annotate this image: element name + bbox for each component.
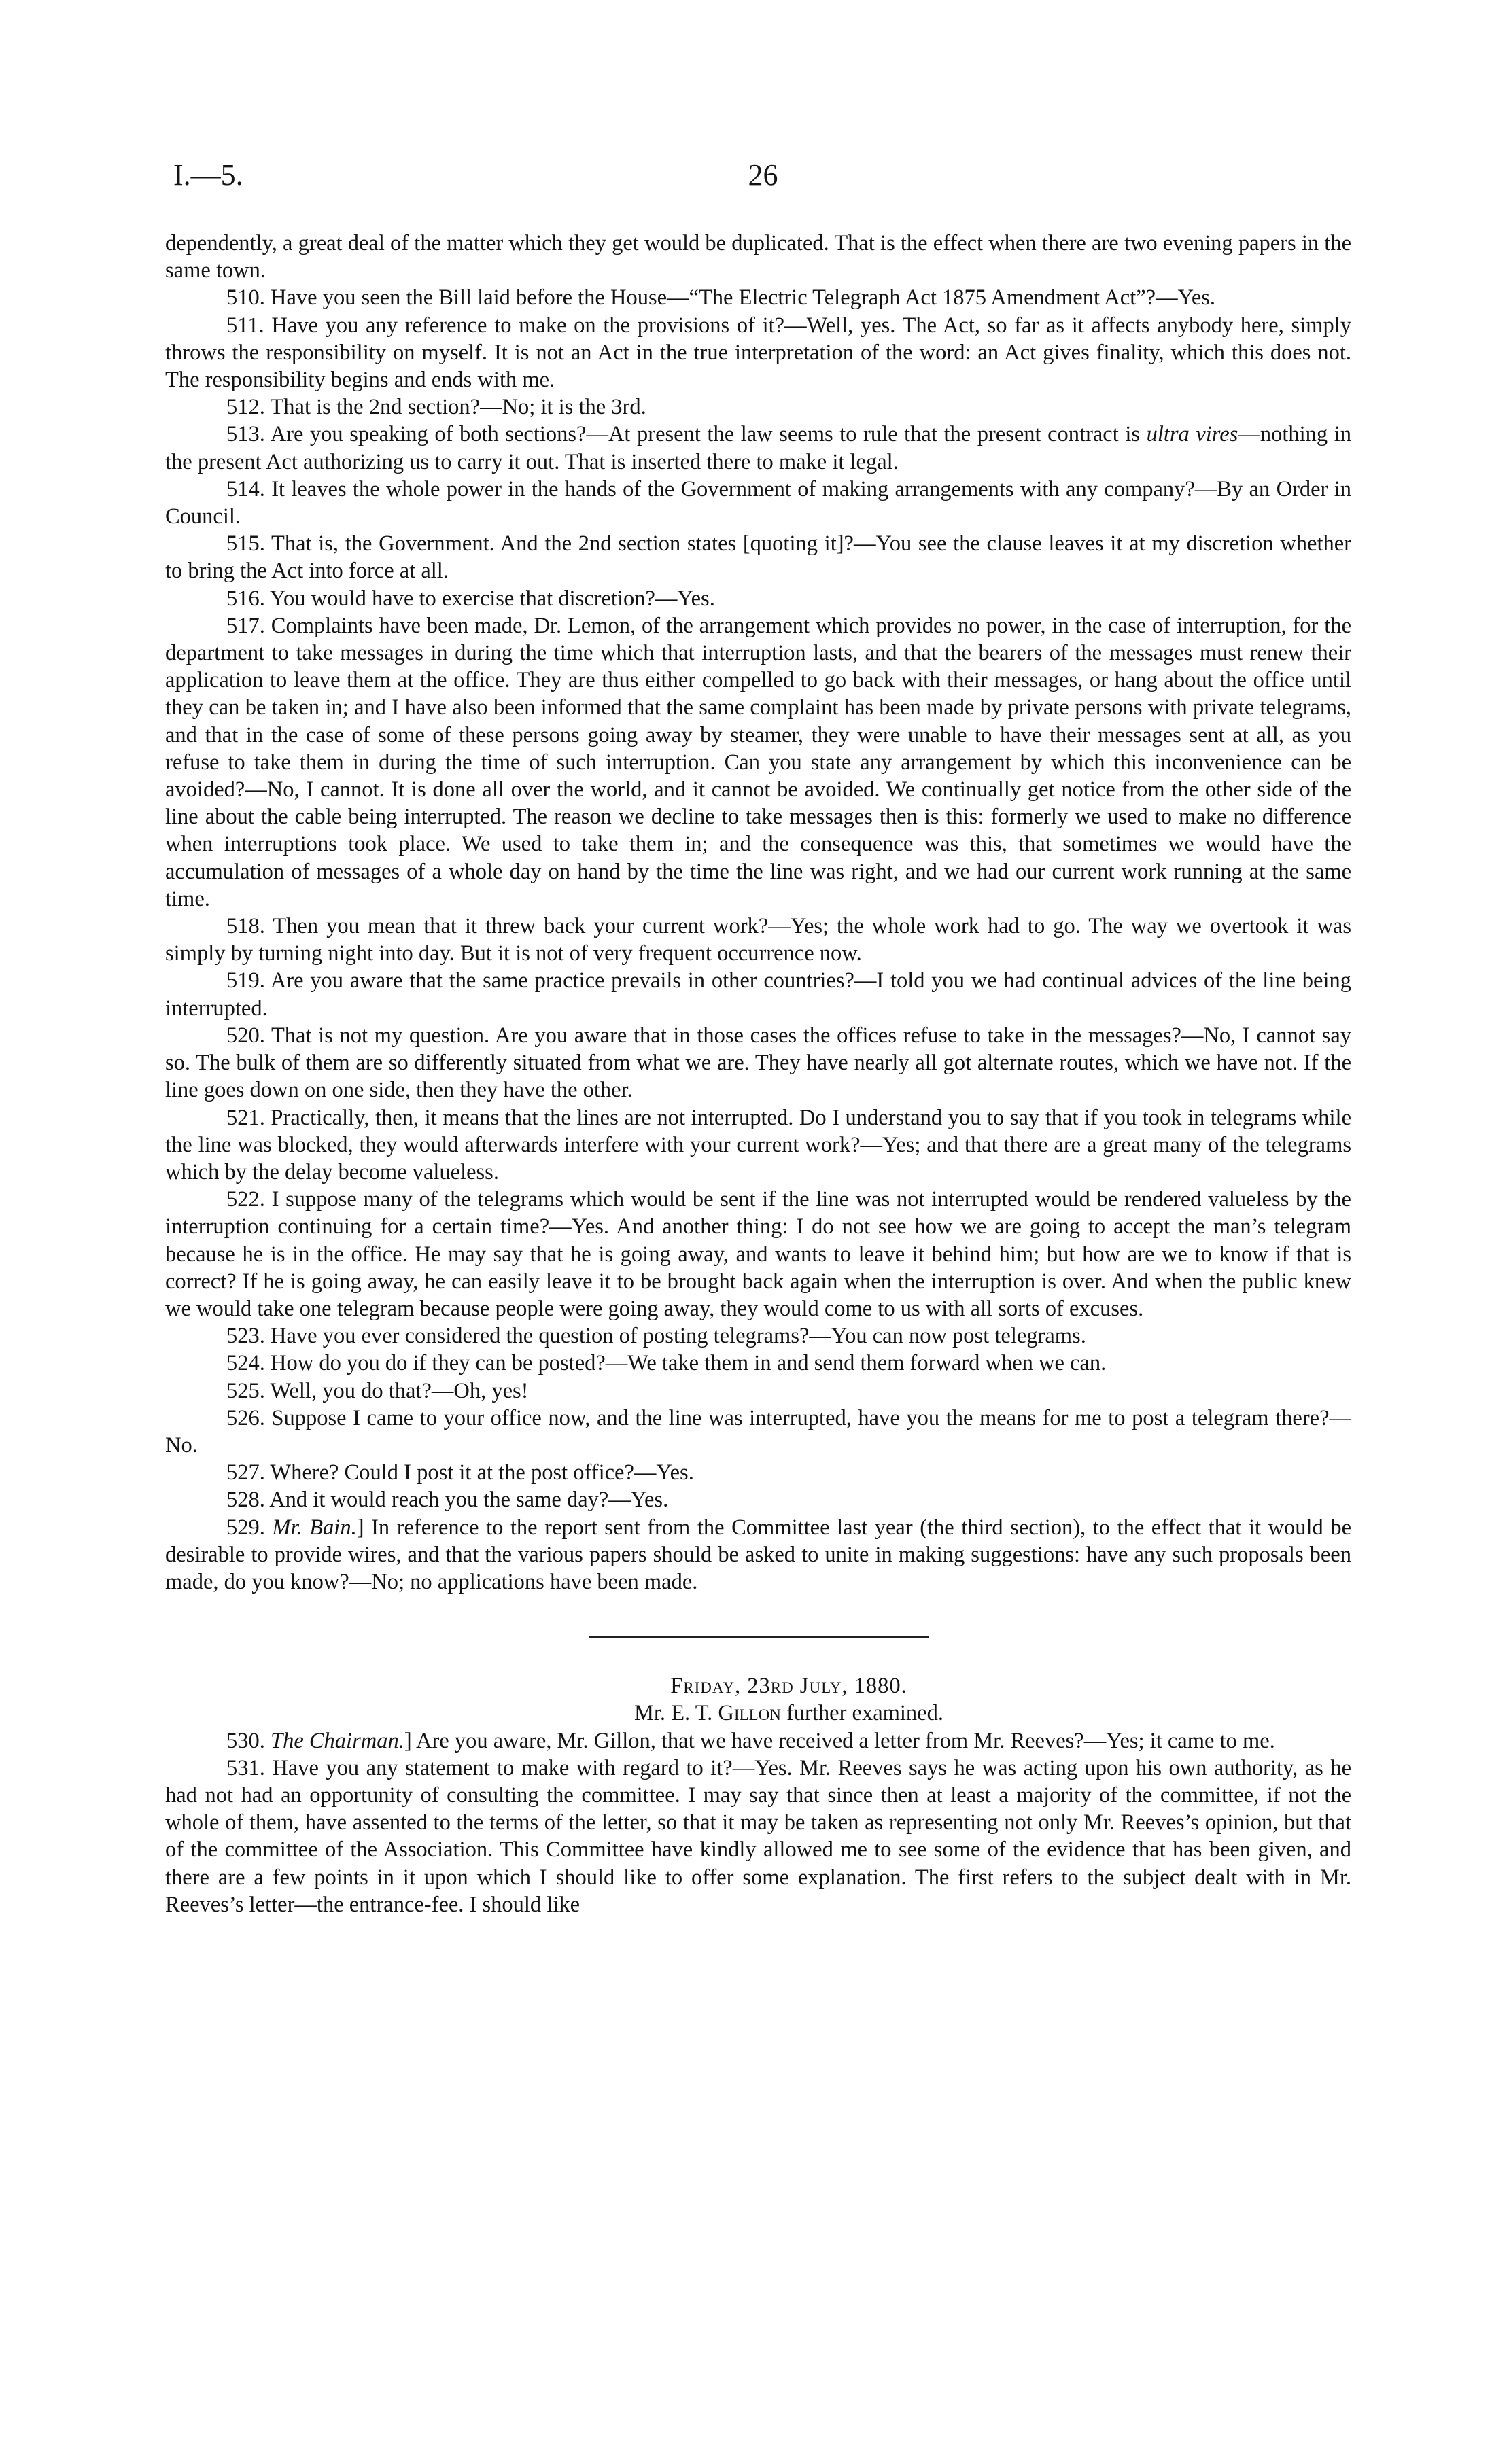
question-529-speaker: Mr. Bain.: [272, 1515, 357, 1540]
question-528: 528. And it would reach you the same day?—Yes.: [226, 1488, 669, 1513]
section-divider: [589, 1636, 929, 1638]
question-513: [165, 421, 1351, 475]
question-525: 525. Well, you do that?—Oh, yes!: [226, 1378, 529, 1403]
question-513-italic: ultra vires: [1146, 422, 1238, 447]
question-531: 531. Have you any statement to make with regard to it?—Yes. Mr. Reeves says he was acting upon his own authority, as he had not had an opportunity of consulting the committee. I may say that since then at least a majority of the committee, if not the whole of them, have assented to the terms of the letter, so that it may be taken as representing not only Mr. Reeves’s opinion, but that of the committee of the Association. This Committee have kindly allowed me to see some of the evidence that has been given, and there are a few points in it upon which I should like to offer some explanation. The first refers to the subject dealt with in Mr. Reeves’s letter—the entrance-fee. I should like: [165, 1755, 1351, 1917]
question-530-text-b: ] Are you aware, Mr. Gillon, that we have received a letter from Mr. Reeves?—Yes; it came to me.: [404, 1728, 1275, 1753]
question-521: 521. Practically, then, it means that the lines are not interrupted. Do I understand you to say that if you took in telegrams while the line was blocked, they would afterwards interfere with your current work?—Yes; and that there are a great many of the telegrams which by the delay become valueless.: [165, 1105, 1351, 1184]
question-530: [165, 1727, 1351, 1755]
question-518: 518. Then you mean that it threw back your current work?—Yes; the whole work had to go. The way we overtook it was simply by turning night into day. But it is not of very frequent occurrence now.: [165, 914, 1351, 966]
question-527: 527. Where? Could I post it at the post office?—Yes.: [226, 1460, 694, 1485]
witness-heading: [165, 1700, 1351, 1727]
question-524: 524. How do you do if they can be posted?—We take them in and send them forward when we can.: [226, 1351, 1107, 1376]
page-number: 26: [748, 158, 778, 192]
question-526: 526. Suppose I came to your office now, and the line was interrupted, have you the means for me to post a telegram there?—No.: [165, 1405, 1351, 1458]
witness-prefix: Mr.: [634, 1701, 672, 1726]
page-header: [173, 158, 1353, 205]
question-510: 510. Have you seen the Bill laid before the House—“The Electric Telegraph Act 1875 Amendment Act”?—Yes.: [226, 285, 1216, 311]
question-516: 516. You would have to exercise that discretion?—Yes.: [226, 586, 715, 611]
paper-reference: I.—5.: [173, 158, 243, 192]
witness-name: E. T. Gillon: [671, 1701, 781, 1726]
question-519: 519. Are you aware that the same practice prevails in other countries?—I told you we had continual advices of the line being interrupted.: [165, 968, 1351, 1021]
question-523: 523. Have you ever considered the question of posting telegrams?—You can now post telegrams.: [226, 1324, 1086, 1349]
question-530-speaker: The Chairman.: [271, 1728, 404, 1753]
question-522: 522. I suppose many of the telegrams which would be sent if the line was not interrupted would be rendered valueless by the interruption continuing for a certain time?—Yes. And another thing: I do not see how we are going to accept the man’s telegram because he is in the office. He may say that he is going away, and wants to leave it behind him; but how are we to know if that is correct? If he is going away, he can easily leave it to be brought back again when the interruption is over. And when the public knew we would take one telegram because people were going away, they would come to us with all sorts of excuses.: [165, 1187, 1351, 1321]
section-date: Friday, 23rd July, 1880.: [670, 1674, 907, 1699]
question-520: 520. That is not my question. Are you aware that in those cases the offices refuse to take in the messages?—No, I cannot say so. The bulk of them are so differently situated from what we are. They have nearly all got alternate routes, which we have not. If the line goes down on one side, then they have the other.: [165, 1023, 1351, 1103]
question-530-text-a: 530.: [226, 1728, 271, 1753]
question-529: [165, 1514, 1351, 1596]
question-515: 515. That is, the Government. And the 2nd section states [quoting it]?—You see the clause leaves it at my discretion whether to bring the Act into force at all.: [165, 531, 1351, 584]
question-517: 517. Complaints have been made, Dr. Lemon, of the arrangement which provides no power, in the case of interruption, for the department to take messages in during the time which that interruption lasts, and that the bearers of the messages must renew their application to leave them at the office. They are thus either compelled to go back with their messages, or hang about the office until they can be taken in; and I have also been informed that the same complaint has been made by private persons with private telegrams, and that in the case of some of these persons going away by steamer, they were unable to have their messages sent at all, as you refuse to take them in during the time of such interruption. Can you state any arrangement by which this inconvenience can be avoided?—No, I cannot. It is done all over the world, and it cannot be avoided. We continually get notice from the other side of the line about the cable being interrupted. The reason we decline to take messages then is this: formerly we used to make no difference when interruptions took place. We used to take them in; and the consequence was this, that sometimes we would have the accumulation of messages of a whole day on hand by the time the line was right, and we had our current work running at the same time.: [165, 613, 1351, 911]
question-513-text-b: —nothing in the present Act authorizing us to carry it out. That is inserted there to make it legal.: [165, 422, 1351, 474]
question-512: 512. That is the 2nd section?—No; it is the 3rd.: [226, 395, 646, 420]
question-529-text-a: 529.: [226, 1515, 273, 1540]
document-body: [165, 230, 1351, 1918]
question-514: 514. It leaves the whole power in the hands of the Government of making arrangements with any company?—By an Order in Council.: [165, 476, 1351, 529]
question-511: 511. Have you any reference to make on the provisions of it?—Well, yes. The Act, so far as it affects anybody here, simply throws the responsibility on myself. It is not an Act in the true interpretation of the word: an Act gives finality, which this does not. The responsibility begins and ends with me.: [165, 313, 1351, 393]
paragraph-continuation: dependently, a great deal of the matter which they get would be duplicated. That is the effect when there are two evening papers in the same town.: [165, 231, 1351, 283]
question-529-text-b: ] In reference to the report sent from the Committee last year (the third section), to the effect that it would be desirable to provide wires, and that the various papers should be asked to unite in making suggestions: have any such proposals been made, do you know?—No; no applications have been made.: [165, 1515, 1352, 1594]
question-513-text-a: 513. Are you speaking of both sections?—At present the law seems to rule that the present contract is: [226, 422, 1147, 447]
witness-suffix: further examined.: [780, 1701, 943, 1726]
